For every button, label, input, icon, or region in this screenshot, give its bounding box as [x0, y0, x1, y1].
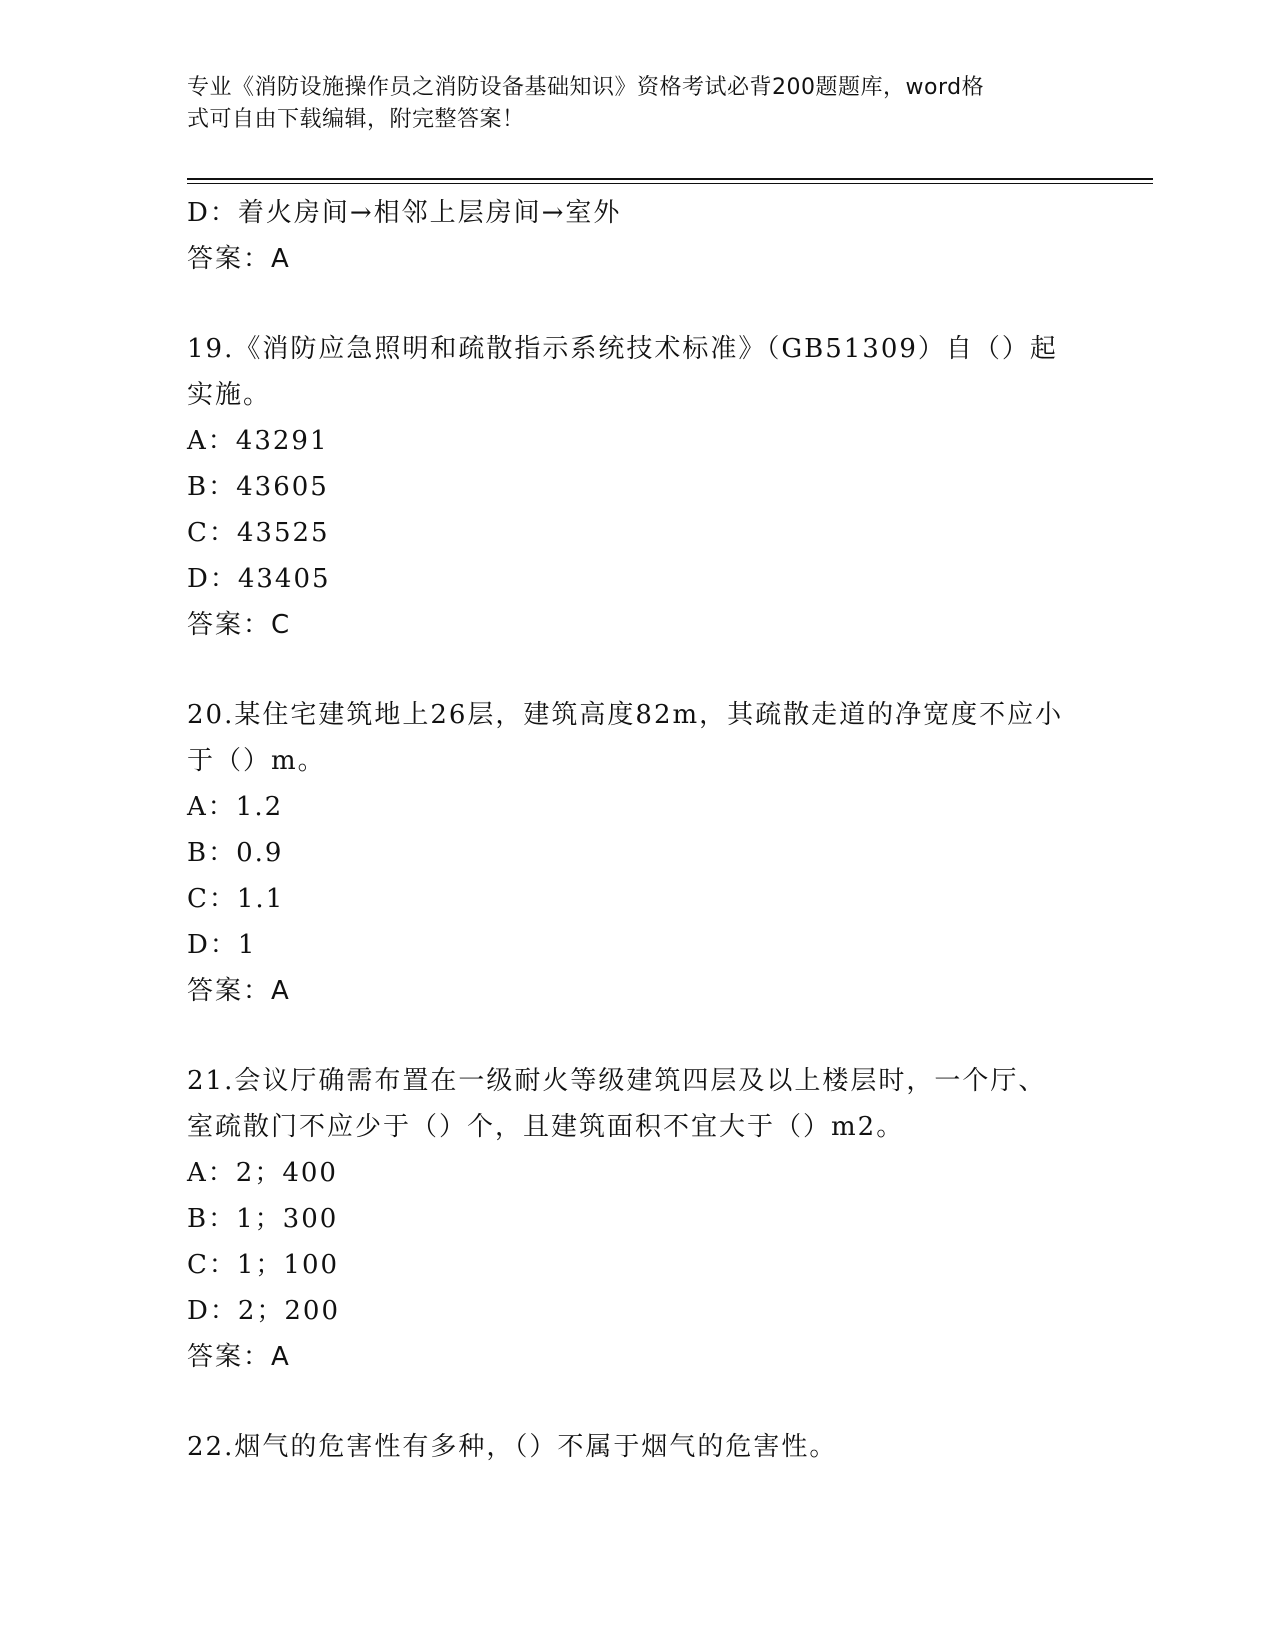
header-line-2: 式可自由下载编辑，附完整答案！	[187, 107, 525, 132]
question-text-line-1: 22.烟气的危害性有多种，（）不属于烟气的危害性。	[187, 1432, 838, 1462]
question-block-20	[187, 692, 1087, 1014]
answer-line: 答案：C	[187, 610, 292, 640]
option-b: B：43605	[187, 472, 329, 502]
question-text-line-2: 室疏散门不应少于（）个，且建筑面积不宜大于（）m2。	[187, 1112, 905, 1142]
answer-line: 答案：A	[187, 976, 291, 1006]
option-b: B：1；300	[187, 1204, 339, 1234]
question-block-18	[187, 190, 1087, 282]
question-text-line-2: 于（）m。	[187, 746, 326, 776]
question-block-22	[187, 1424, 1087, 1470]
question-text-line-1: 20.某住宅建筑地上26层，建筑高度82m，其疏散走道的净宽度不应小	[187, 700, 1064, 730]
question-block-21	[187, 1058, 1087, 1380]
question-block-19	[187, 326, 1087, 648]
header-line-1: 专业《消防设施操作员之消防设备基础知识》资格考试必背200题题库，word格	[187, 75, 985, 100]
option-c: C：1.1	[187, 884, 285, 914]
question-text-line-2: 实施。	[187, 380, 272, 410]
question-text-line-1: 21.会议厅确需布置在一级耐火等级建筑四层及以上楼层时，一个厅、	[187, 1066, 1047, 1096]
option-d: D：1	[187, 930, 257, 960]
option-a: A：2；400	[187, 1158, 338, 1188]
option-a: A：1.2	[187, 792, 284, 822]
option-c: C：1；100	[187, 1250, 340, 1280]
option-d: D：着火房间→相邻上层房间→室外	[187, 198, 622, 228]
header-divider-thin	[187, 183, 1153, 184]
header-divider-thick	[187, 178, 1153, 180]
option-d: D：43405	[187, 564, 331, 594]
option-c: C：43525	[187, 518, 330, 548]
answer-line: 答案：A	[187, 1342, 291, 1372]
question-list	[187, 190, 1087, 1470]
question-text-line-1: 19.《消防应急照明和疏散指示系统技术标准》（GB51309）自（）起	[187, 334, 1058, 364]
document-header	[187, 72, 1067, 136]
option-d: D：2；200	[187, 1296, 341, 1326]
answer-line: 答案：A	[187, 244, 291, 274]
option-a: A：43291	[187, 426, 329, 456]
option-b: B：0.9	[187, 838, 284, 868]
